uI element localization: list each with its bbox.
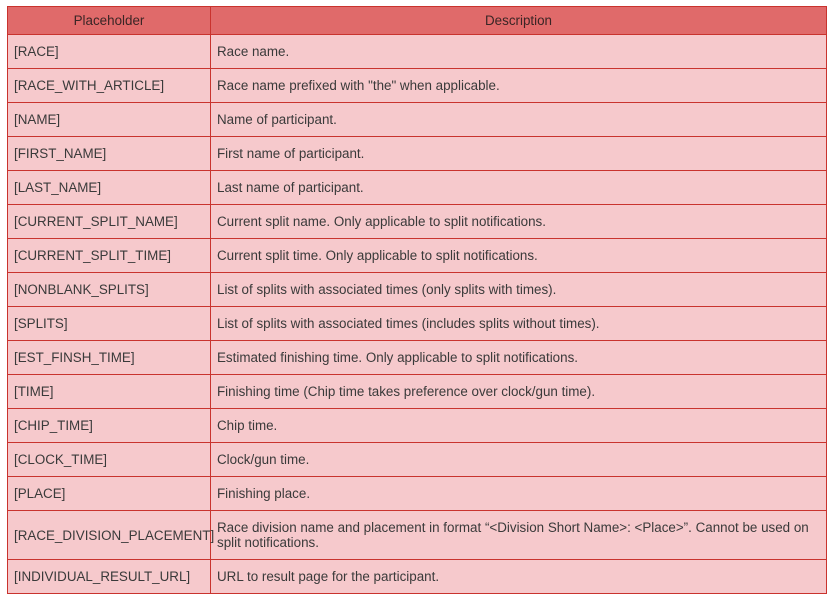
placeholder-cell: [RACE_WITH_ARTICLE] bbox=[8, 69, 211, 103]
placeholder-cell: [PLACE] bbox=[8, 477, 211, 511]
placeholder-cell: [EST_FINSH_TIME] bbox=[8, 341, 211, 375]
table-row bbox=[8, 273, 827, 307]
placeholder-cell: [INDIVIDUAL_RESULT_URL] bbox=[8, 560, 211, 594]
placeholder-cell: [RACE] bbox=[8, 35, 211, 69]
table-row bbox=[8, 137, 827, 171]
placeholder-cell: [SPLITS] bbox=[8, 307, 211, 341]
table-row bbox=[8, 560, 827, 594]
table-row bbox=[8, 69, 827, 103]
table-row bbox=[8, 409, 827, 443]
placeholder-cell: [NAME] bbox=[8, 103, 211, 137]
description-cell: Current split name. Only applicable to split notifications. bbox=[211, 205, 827, 239]
table-row bbox=[8, 239, 827, 273]
table-row bbox=[8, 477, 827, 511]
table-header-row bbox=[8, 7, 827, 35]
description-cell: List of splits with associated times (includes splits without times). bbox=[211, 307, 827, 341]
placeholder-cell: [FIRST_NAME] bbox=[8, 137, 211, 171]
placeholder-table-container bbox=[7, 6, 827, 594]
placeholder-cell: [LAST_NAME] bbox=[8, 171, 211, 205]
header-placeholder: Placeholder bbox=[8, 7, 211, 35]
description-cell: Current split time. Only applicable to split notifications. bbox=[211, 239, 827, 273]
placeholder-cell: [CURRENT_SPLIT_TIME] bbox=[8, 239, 211, 273]
description-cell: Race name. bbox=[211, 35, 827, 69]
placeholder-table bbox=[7, 6, 827, 594]
description-cell: URL to result page for the participant. bbox=[211, 560, 827, 594]
description-cell: Finishing time (Chip time takes preference over clock/gun time). bbox=[211, 375, 827, 409]
description-cell: Race division name and placement in format “<Division Short Name>: <Place>”. Cannot be used on split notifications. bbox=[211, 511, 827, 560]
table-row bbox=[8, 511, 827, 560]
placeholder-cell: [TIME] bbox=[8, 375, 211, 409]
description-cell: List of splits with associated times (only splits with times). bbox=[211, 273, 827, 307]
placeholder-cell: [RACE_DIVISION_PLACEMENT] bbox=[8, 511, 211, 560]
table-row bbox=[8, 307, 827, 341]
placeholder-cell: [CLOCK_TIME] bbox=[8, 443, 211, 477]
description-cell: Name of participant. bbox=[211, 103, 827, 137]
placeholder-cell: [CHIP_TIME] bbox=[8, 409, 211, 443]
placeholder-cell: [CURRENT_SPLIT_NAME] bbox=[8, 205, 211, 239]
table-row bbox=[8, 443, 827, 477]
placeholder-cell: [NONBLANK_SPLITS] bbox=[8, 273, 211, 307]
table-row bbox=[8, 375, 827, 409]
table-row bbox=[8, 341, 827, 375]
header-description: Description bbox=[211, 7, 827, 35]
table-row bbox=[8, 205, 827, 239]
table-row bbox=[8, 35, 827, 69]
description-cell: Estimated finishing time. Only applicable to split notifications. bbox=[211, 341, 827, 375]
description-cell: First name of participant. bbox=[211, 137, 827, 171]
table-row bbox=[8, 103, 827, 137]
description-cell: Last name of participant. bbox=[211, 171, 827, 205]
description-cell: Finishing place. bbox=[211, 477, 827, 511]
table-row bbox=[8, 171, 827, 205]
description-cell: Race name prefixed with "the" when applicable. bbox=[211, 69, 827, 103]
description-cell: Chip time. bbox=[211, 409, 827, 443]
description-cell: Clock/gun time. bbox=[211, 443, 827, 477]
